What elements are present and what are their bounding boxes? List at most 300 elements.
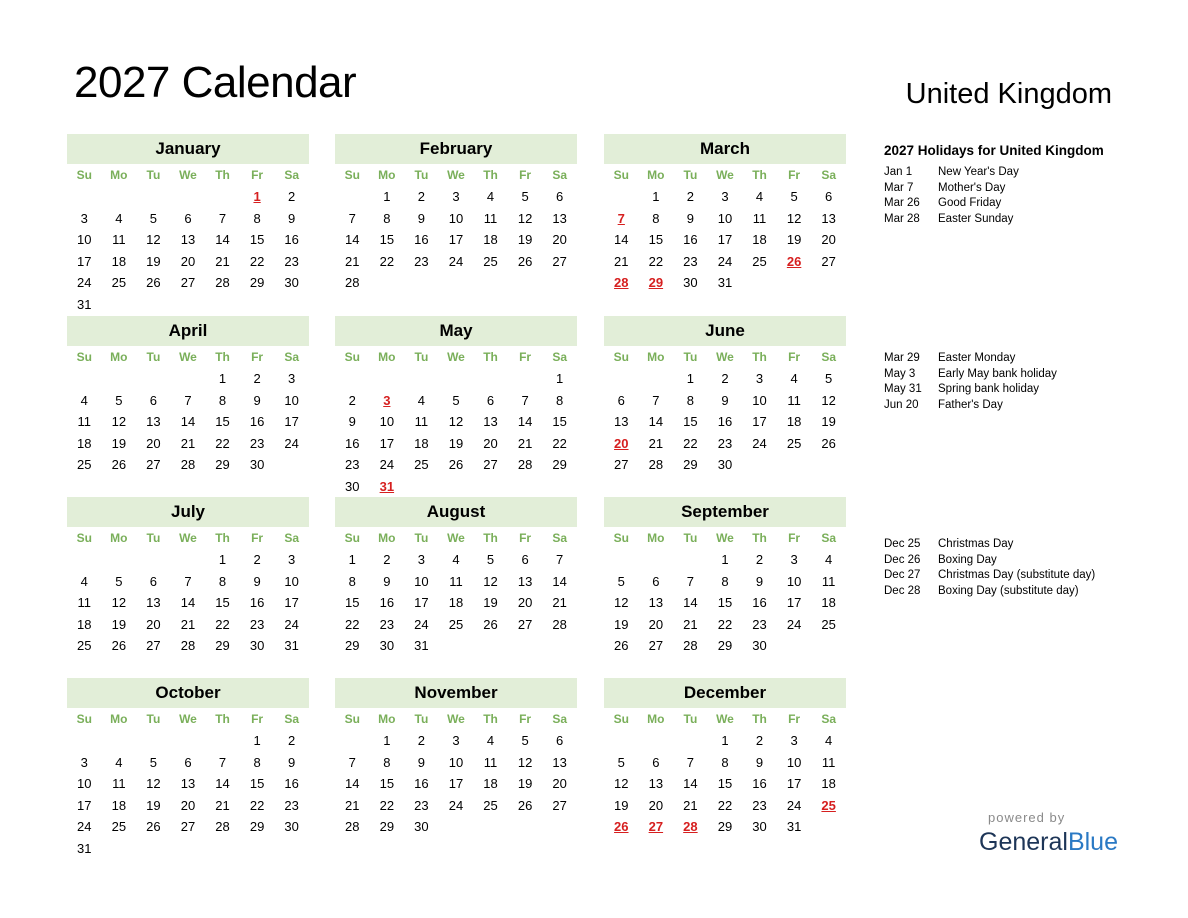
holiday-day-cell: 3	[383, 392, 391, 408]
day-cell: 30	[284, 275, 299, 291]
day-cell: 30	[717, 457, 733, 473]
weekday-label: Th	[215, 168, 230, 182]
day-grid	[67, 708, 309, 860]
day-cell: 11	[112, 776, 126, 792]
day-cell: 20	[648, 616, 664, 632]
day-cell: 11	[752, 210, 767, 226]
month-april	[67, 316, 309, 476]
generalblue-logo[interactable]	[979, 828, 1118, 857]
day-cell: 1	[383, 189, 391, 204]
day-grid	[335, 164, 577, 294]
day-cell: 24	[284, 435, 299, 451]
day-cell: 28	[180, 457, 196, 473]
holiday-day-cell: 28	[683, 819, 698, 835]
weekday-label: Fr	[519, 531, 532, 545]
holiday-day-cell: 7	[617, 210, 625, 226]
weekday-label: We	[716, 712, 734, 726]
day-cell: 22	[648, 253, 664, 269]
day-cell: 28	[180, 638, 196, 654]
day-cell: 25	[821, 616, 836, 632]
day-cell: 27	[180, 819, 196, 835]
weekday-label: Fr	[519, 168, 532, 182]
day-cell: 11	[77, 414, 92, 430]
day-cell: 22	[717, 797, 733, 813]
day-cell: 18	[111, 797, 127, 813]
holiday-date: Dec 28	[884, 584, 921, 597]
weekday-label: Mo	[110, 712, 128, 726]
day-cell: 24	[284, 616, 299, 632]
holiday-day-cell: 1	[253, 189, 261, 204]
day-cell: 25	[483, 797, 498, 813]
weekday-label: Th	[215, 350, 230, 364]
day-cell: 6	[149, 573, 158, 589]
month-header: July	[67, 497, 309, 527]
day-cell: 9	[253, 392, 261, 408]
day-cell: 17	[752, 414, 767, 430]
empty-cell	[171, 730, 206, 752]
weekday-label: Tu	[414, 350, 429, 364]
empty-cell	[67, 730, 102, 752]
day-cell: 2	[288, 733, 296, 748]
day-cell: 5	[617, 573, 625, 589]
empty-cell	[171, 549, 206, 571]
day-cell: 18	[821, 776, 836, 792]
calendar-title: 2027 Calendar	[74, 58, 357, 107]
weekday-label: Mo	[378, 712, 396, 726]
day-cell: 27	[180, 275, 196, 291]
month-header: June	[604, 316, 846, 346]
month-september	[604, 497, 846, 657]
day-cell: 26	[111, 638, 127, 654]
day-cell: 8	[253, 754, 261, 770]
weekday-label: Th	[483, 168, 498, 182]
holiday-name: Spring bank holiday	[938, 383, 1040, 396]
day-cell: 22	[249, 797, 265, 813]
day-cell: 9	[383, 573, 391, 589]
day-cell: 28	[648, 457, 664, 473]
weekday-label: Tu	[683, 168, 698, 182]
day-cell: 23	[752, 797, 767, 813]
empty-cell	[673, 730, 708, 752]
holiday-day-cell: 27	[648, 819, 664, 835]
day-cell: 5	[149, 210, 158, 226]
day-cell: 6	[184, 210, 192, 226]
holiday-row	[884, 398, 1057, 414]
day-cell: 15	[249, 776, 265, 792]
day-cell: 11	[821, 754, 836, 770]
day-cell: 13	[614, 414, 629, 430]
weekday-label: Th	[483, 712, 498, 726]
day-cell: 13	[180, 776, 196, 792]
day-cell: 18	[752, 232, 767, 248]
empty-cell	[102, 368, 137, 390]
day-cell: 16	[717, 414, 733, 430]
day-cell: 5	[115, 573, 123, 589]
weekday-label: Sa	[284, 712, 299, 726]
day-cell: 16	[284, 776, 299, 792]
day-cell: 20	[517, 595, 533, 611]
weekday-label: Su	[344, 168, 360, 182]
day-cell: 17	[786, 595, 802, 611]
day-cell: 6	[825, 189, 833, 204]
day-cell: 7	[184, 392, 192, 408]
day-cell: 1	[686, 371, 695, 386]
weekday-label: Mo	[647, 531, 665, 545]
holiday-date: Jan 1	[884, 166, 913, 178]
day-cell: 15	[717, 595, 733, 611]
month-header: April	[67, 316, 309, 346]
day-cell: 11	[449, 573, 463, 589]
day-cell: 5	[521, 733, 529, 748]
day-cell: 31	[77, 840, 92, 856]
day-cell: 19	[821, 414, 836, 430]
month-header: August	[335, 497, 577, 527]
day-cell: 6	[521, 552, 529, 567]
holiday-date: May 3	[884, 367, 916, 380]
day-cell: 7	[218, 210, 227, 226]
day-cell: 20	[821, 232, 836, 248]
day-cell: 22	[717, 616, 733, 632]
empty-cell	[604, 368, 639, 390]
day-cell: 12	[146, 232, 161, 248]
day-cell: 14	[180, 414, 196, 430]
day-cell: 3	[288, 552, 296, 567]
day-cell: 7	[686, 573, 695, 589]
day-cell: 28	[345, 275, 360, 291]
holiday-name: Good Friday	[938, 197, 1002, 210]
month-august	[335, 497, 577, 657]
day-cell: 18	[77, 616, 92, 632]
empty-cell	[604, 730, 639, 752]
empty-cell	[673, 549, 708, 571]
day-cell: 27	[146, 638, 161, 654]
empty-cell	[136, 368, 171, 390]
day-cell: 26	[614, 638, 629, 654]
day-cell: 14	[552, 573, 567, 589]
day-cell: 6	[617, 392, 625, 408]
day-cell: 11	[483, 210, 498, 226]
day-cell: 30	[414, 819, 429, 835]
weekday-label: Su	[344, 712, 360, 726]
month-july	[67, 497, 309, 657]
day-cell: 15	[215, 595, 230, 611]
empty-cell	[136, 730, 171, 752]
day-cell: 28	[215, 819, 230, 835]
day-cell: 20	[552, 232, 567, 248]
day-grid	[67, 346, 309, 476]
day-cell: 24	[77, 819, 92, 835]
empty-cell	[335, 730, 370, 752]
day-cell: 22	[683, 435, 698, 451]
day-cell: 28	[345, 819, 360, 835]
day-cell: 23	[717, 435, 733, 451]
day-cell: 30	[752, 819, 767, 835]
empty-cell	[136, 186, 171, 208]
weekday-label: Mo	[110, 168, 128, 182]
day-cell: 18	[448, 595, 464, 611]
holidays-title: 2027 Holidays for United Kingdom	[884, 143, 1104, 158]
month-march	[604, 134, 846, 294]
day-cell: 8	[218, 392, 227, 408]
weekday-label: Sa	[552, 350, 567, 364]
day-cell: 15	[717, 776, 733, 792]
day-cell: 15	[379, 232, 395, 248]
day-cell: 9	[755, 754, 764, 770]
day-cell: 27	[483, 457, 498, 473]
day-cell: 6	[556, 189, 564, 204]
day-cell: 15	[552, 414, 567, 430]
weekday-label: We	[716, 350, 734, 364]
day-cell: 23	[379, 616, 395, 632]
day-grid	[604, 346, 846, 476]
weekday-label: Fr	[788, 712, 801, 726]
day-cell: 24	[752, 435, 767, 451]
weekday-label: Th	[752, 350, 767, 364]
day-cell: 5	[149, 754, 158, 770]
day-cell: 21	[180, 616, 196, 632]
weekday-label: Tu	[414, 712, 429, 726]
holiday-name: Easter Sunday	[938, 212, 1014, 225]
month-header: May	[335, 316, 577, 346]
day-cell: 13	[517, 573, 533, 589]
day-cell: 21	[345, 797, 360, 813]
day-cell: 8	[383, 210, 391, 226]
day-cell: 13	[146, 595, 161, 611]
day-cell: 16	[752, 776, 767, 792]
day-cell: 17	[448, 776, 464, 792]
day-cell: 19	[517, 776, 533, 792]
day-cell: 6	[652, 573, 660, 589]
day-cell: 26	[517, 797, 533, 813]
day-cell: 30	[752, 638, 767, 654]
day-cell: 27	[821, 253, 836, 269]
holiday-row	[884, 165, 1019, 181]
month-june	[604, 316, 846, 476]
day-cell: 1	[253, 733, 261, 748]
day-cell: 2	[755, 552, 764, 567]
day-cell: 3	[288, 371, 296, 386]
day-cell: 8	[218, 573, 227, 589]
day-cell: 26	[448, 457, 464, 473]
day-cell: 8	[686, 392, 695, 408]
holiday-group-3	[884, 537, 1095, 599]
day-cell: 18	[821, 595, 836, 611]
day-cell: 21	[215, 253, 230, 269]
day-cell: 11	[77, 595, 92, 611]
month-january	[67, 134, 309, 316]
day-cell: 6	[149, 392, 158, 408]
day-cell: 7	[652, 392, 660, 408]
weekday-label: Tu	[683, 531, 698, 545]
logo-general-text: General	[979, 828, 1068, 856]
day-cell: 14	[517, 414, 533, 430]
month-february	[335, 134, 577, 294]
weekday-label: Sa	[821, 531, 836, 545]
day-cell: 12	[614, 595, 629, 611]
day-cell: 22	[215, 435, 230, 451]
day-cell: 10	[77, 232, 92, 248]
holiday-row	[884, 584, 1095, 600]
day-cell: 8	[253, 210, 261, 226]
empty-cell	[136, 549, 171, 571]
holiday-date: Mar 28	[884, 212, 920, 225]
day-cell: 22	[379, 253, 395, 269]
day-cell: 3	[721, 189, 729, 204]
empty-cell	[102, 186, 137, 208]
day-cell: 29	[249, 819, 265, 835]
day-cell: 6	[556, 733, 564, 748]
day-cell: 16	[414, 232, 429, 248]
holiday-group-2	[884, 351, 1057, 413]
day-cell: 9	[417, 754, 426, 770]
day-cell: 17	[284, 595, 299, 611]
holiday-day-cell: 26	[786, 253, 802, 269]
day-cell: 11	[112, 232, 126, 248]
day-cell: 27	[517, 616, 533, 632]
day-cell: 14	[180, 595, 196, 611]
day-cell: 10	[786, 754, 802, 770]
weekday-label: We	[447, 531, 465, 545]
weekday-label: We	[716, 531, 734, 545]
day-cell: 10	[284, 392, 299, 408]
day-cell: 13	[648, 776, 664, 792]
weekday-label: Fr	[251, 350, 264, 364]
day-cell: 13	[146, 414, 161, 430]
day-cell: 30	[249, 638, 265, 654]
weekday-label: Fr	[519, 350, 532, 364]
day-cell: 4	[452, 552, 460, 567]
holiday-row	[884, 212, 1019, 228]
day-cell: 29	[683, 457, 698, 473]
weekday-label: Th	[215, 712, 230, 726]
weekday-label: Fr	[251, 531, 264, 545]
day-cell: 16	[249, 595, 265, 611]
empty-cell	[171, 186, 206, 208]
day-cell: 3	[452, 733, 460, 748]
day-cell: 12	[517, 754, 533, 770]
day-cell: 20	[552, 776, 567, 792]
empty-cell	[439, 368, 474, 390]
day-cell: 9	[721, 392, 729, 408]
holiday-group-1	[884, 165, 1019, 227]
day-cell: 21	[552, 595, 567, 611]
day-cell: 24	[717, 253, 733, 269]
day-cell: 25	[786, 435, 802, 451]
day-cell: 2	[383, 552, 391, 567]
day-cell: 20	[146, 616, 161, 632]
day-cell: 4	[417, 392, 426, 408]
day-cell: 25	[448, 616, 464, 632]
day-cell: 1	[721, 733, 729, 748]
empty-cell	[205, 730, 240, 752]
day-cell: 11	[787, 392, 801, 408]
weekday-label: We	[716, 168, 734, 182]
day-cell: 22	[249, 253, 265, 269]
day-cell: 21	[180, 435, 196, 451]
weekday-label: Tu	[146, 712, 161, 726]
holiday-date: Dec 27	[884, 569, 921, 582]
day-cell: 21	[614, 253, 629, 269]
day-cell: 6	[652, 754, 660, 770]
day-cell: 15	[648, 232, 664, 248]
weekday-label: Fr	[251, 168, 264, 182]
day-cell: 13	[552, 754, 567, 770]
holiday-day-cell: 25	[821, 797, 836, 813]
day-cell: 18	[77, 435, 92, 451]
day-cell: 31	[786, 819, 802, 835]
day-cell: 3	[80, 210, 88, 226]
day-cell: 23	[249, 616, 265, 632]
weekday-label: Tu	[414, 168, 429, 182]
day-cell: 10	[448, 210, 464, 226]
weekday-label: Tu	[146, 350, 161, 364]
day-cell: 29	[717, 819, 733, 835]
day-cell: 8	[721, 573, 729, 589]
holiday-row	[884, 382, 1057, 398]
day-cell: 19	[517, 232, 533, 248]
weekday-label: Sa	[284, 168, 299, 182]
day-cell: 24	[414, 616, 429, 632]
day-cell: 29	[215, 457, 230, 473]
day-cell: 24	[77, 275, 92, 291]
holiday-day-cell: 28	[614, 275, 629, 291]
day-cell: 24	[786, 797, 802, 813]
weekday-label: Fr	[519, 712, 532, 726]
weekday-label: Sa	[821, 168, 836, 182]
empty-cell	[639, 368, 674, 390]
weekday-label: Su	[76, 168, 92, 182]
day-cell: 5	[790, 189, 798, 204]
holiday-row	[884, 537, 1095, 553]
day-cell: 3	[80, 754, 88, 770]
month-header: January	[67, 134, 309, 164]
day-cell: 5	[617, 754, 625, 770]
day-cell: 19	[146, 253, 161, 269]
day-cell: 16	[683, 232, 698, 248]
day-cell: 18	[111, 253, 127, 269]
day-cell: 20	[146, 435, 161, 451]
day-cell: 15	[345, 595, 360, 611]
weekday-label: Th	[752, 531, 767, 545]
holiday-date: Dec 25	[884, 538, 921, 550]
holiday-date: May 31	[884, 383, 922, 396]
day-cell: 30	[249, 457, 265, 473]
day-cell: 2	[348, 392, 356, 408]
day-cell: 10	[284, 573, 299, 589]
day-cell: 9	[288, 754, 296, 770]
day-cell: 3	[417, 552, 426, 567]
day-cell: 10	[786, 573, 802, 589]
day-grid	[335, 527, 577, 657]
weekday-label: We	[447, 350, 465, 364]
day-cell: 12	[111, 414, 127, 430]
day-cell: 19	[448, 435, 464, 451]
empty-cell	[67, 186, 102, 208]
empty-cell	[205, 186, 240, 208]
day-cell: 22	[379, 797, 395, 813]
day-cell: 14	[215, 232, 230, 248]
day-cell: 25	[752, 253, 767, 269]
empty-cell	[370, 368, 405, 390]
weekday-label: Su	[613, 350, 629, 364]
day-grid	[604, 527, 846, 657]
day-cell: 3	[452, 189, 460, 204]
day-cell: 11	[483, 754, 498, 770]
day-cell: 18	[786, 414, 802, 430]
day-cell: 27	[648, 638, 664, 654]
day-cell: 13	[552, 210, 567, 226]
day-cell: 23	[683, 253, 698, 269]
